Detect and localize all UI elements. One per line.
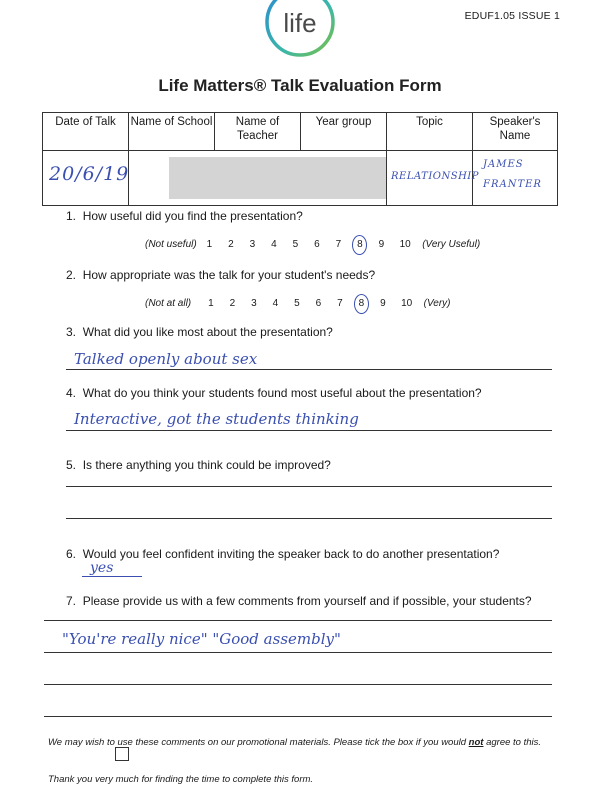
comments-line-1[interactable] <box>44 620 552 621</box>
answer-4-handwriting: Interactive, got the students thinking <box>74 410 359 428</box>
comments-line-2[interactable] <box>44 652 552 653</box>
question-3 <box>66 325 333 339</box>
question-text: Would you feel confident inviting the speaker back to do another presentation? <box>82 547 500 561</box>
form-title: Life Matters® Talk Evaluation Form <box>158 76 442 95</box>
topic-field[interactable] <box>387 151 479 206</box>
scale-high-label: (Very Useful) <box>422 239 481 250</box>
scale-option-10[interactable]: 10 <box>399 239 411 250</box>
speaker-name-field[interactable] <box>473 151 558 206</box>
answer-7-handwriting: "You're really nice" "Good assembly" <box>62 630 341 648</box>
question-number: 1. <box>66 209 77 223</box>
scale-option-1[interactable]: 1 <box>208 298 214 309</box>
question-number: 5. <box>66 458 77 472</box>
scale-option-7[interactable]: 7 <box>337 298 343 309</box>
school-name-field[interactable] <box>129 151 215 206</box>
answer-4-line[interactable] <box>66 430 552 431</box>
question-text: Please provide us with a few comments from yourself and if possible, your students? <box>82 594 532 608</box>
redaction-block <box>301 157 387 199</box>
redaction-block <box>215 157 301 199</box>
question-text: How useful did you find the presentation? <box>82 209 303 223</box>
date-handwriting: 20/6/19 <box>49 163 130 185</box>
answer-3-handwriting: Talked openly about sex <box>74 350 258 368</box>
scale-option-10[interactable]: 10 <box>401 298 413 309</box>
comments-line-3[interactable] <box>44 684 552 685</box>
header-name-of-school: Name of School <box>129 113 215 151</box>
logo-text: life <box>283 8 317 38</box>
scale-option-3[interactable]: 3 <box>251 298 257 309</box>
question-text: What do you think your students found most useful about the presentation? <box>82 386 482 400</box>
usefulness-scale <box>145 239 480 250</box>
consent-text-end: agree to this. <box>483 737 542 748</box>
question-6 <box>66 547 499 561</box>
speaker-first-name: JAMES <box>483 159 524 170</box>
answer-6-underline <box>82 576 142 577</box>
question-text: Is there anything you think could be improved? <box>82 458 331 472</box>
question-text: What did you like most about the presentation? <box>82 325 333 339</box>
scale-option-4[interactable]: 4 <box>272 298 279 309</box>
speaker-last-name: FRANTER <box>483 179 542 190</box>
topic-handwriting: RELATIONSHIP <box>391 171 479 182</box>
scale-high-label: (Very) <box>423 298 451 309</box>
teacher-name-field[interactable] <box>215 151 301 206</box>
answer-5-line-2[interactable] <box>66 518 552 519</box>
scale-option-3[interactable]: 3 <box>249 239 256 250</box>
consent-text-start: We may wish to use these comments on our promotional materials. Please tick the box if you would <box>48 737 469 748</box>
thank-you-note: Thank you very much for finding the time to complete this form. <box>48 774 314 785</box>
scale-low-label: (Not useful) <box>145 239 197 250</box>
answer-6-handwriting: yes <box>90 560 114 576</box>
scale-option-1[interactable]: 1 <box>206 239 213 250</box>
scale-option-2[interactable]: 2 <box>228 239 234 250</box>
scale-option-9[interactable]: 9 <box>378 239 385 250</box>
answer-5-line-1[interactable] <box>66 486 552 487</box>
date-of-talk-field[interactable] <box>43 151 129 206</box>
question-number: 6. <box>66 547 77 561</box>
consent-not-emphasis: not <box>468 737 484 748</box>
question-5 <box>66 458 331 472</box>
scale-option-6[interactable]: 6 <box>314 239 320 250</box>
header-date-of-talk: Date of Talk <box>43 113 129 151</box>
header-year-group: Year group <box>301 113 387 151</box>
scale-option-8-selected[interactable]: 8 <box>349 239 371 250</box>
scale-option-8-selected[interactable]: 8 <box>351 298 373 309</box>
question-number: 4. <box>66 386 77 400</box>
speaker-handwriting <box>483 155 542 195</box>
header-name-of-teacher: Name of Teacher <box>215 113 301 151</box>
header-topic: Topic <box>387 113 473 151</box>
appropriateness-scale <box>145 298 450 309</box>
year-group-field[interactable] <box>301 151 387 206</box>
question-text: How appropriate was the talk for your student's needs? <box>82 268 376 282</box>
redaction-block <box>169 157 215 199</box>
question-2 <box>66 268 375 282</box>
scale-option-7[interactable]: 7 <box>335 239 342 250</box>
scale-option-2[interactable]: 2 <box>229 298 236 309</box>
scale-option-9[interactable]: 9 <box>380 298 386 309</box>
scale-option-6[interactable]: 6 <box>315 298 322 309</box>
scale-option-4[interactable]: 4 <box>271 239 277 250</box>
question-7 <box>66 594 532 608</box>
header-speaker-name: Speaker's Name <box>473 113 558 151</box>
question-number: 7. <box>66 594 77 608</box>
scale-option-5[interactable]: 5 <box>294 298 300 309</box>
document-code: EDUF1.05 ISSUE 1 <box>464 10 560 22</box>
life-logo <box>262 0 338 60</box>
question-number: 2. <box>66 268 77 282</box>
question-1 <box>66 209 303 223</box>
question-4 <box>66 386 482 400</box>
scale-option-5[interactable]: 5 <box>292 239 299 250</box>
comments-line-4[interactable] <box>44 716 552 717</box>
scale-low-label: (Not at all) <box>145 298 192 309</box>
answer-3-line[interactable] <box>66 369 552 370</box>
consent-checkbox[interactable] <box>115 747 129 761</box>
talk-info-table <box>42 112 558 206</box>
question-number: 3. <box>66 325 77 339</box>
